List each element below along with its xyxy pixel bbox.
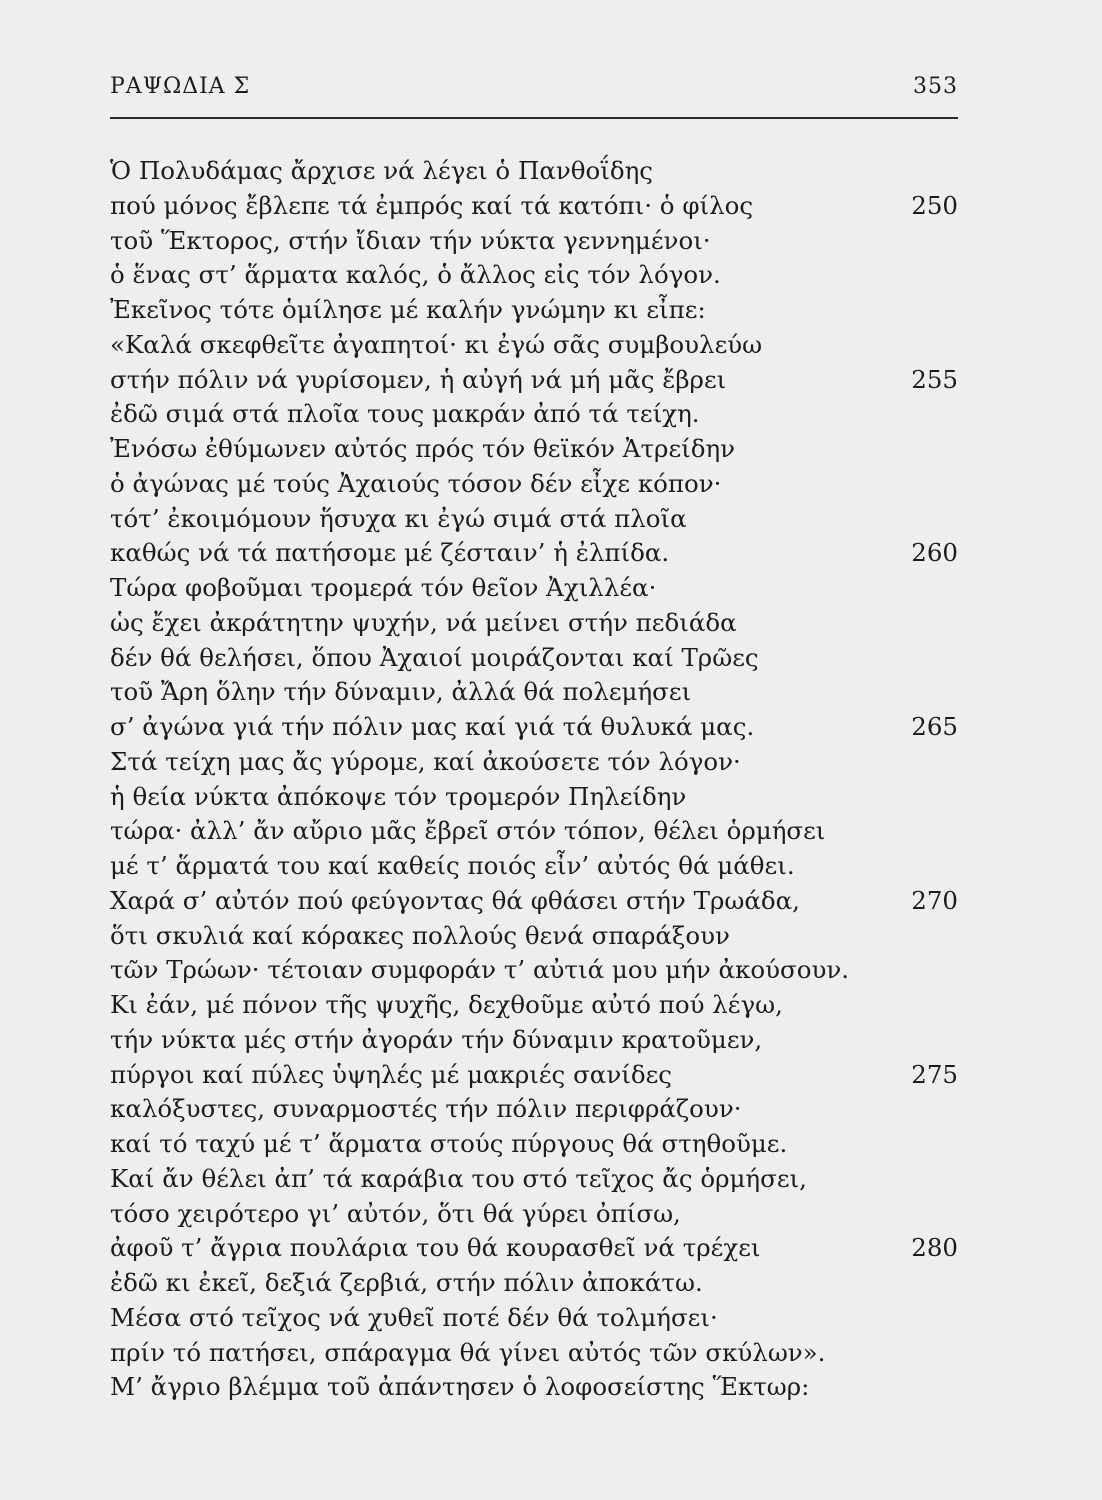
verse-text: πού μόνος ἔβλεπε τά ἐμπρός καί τά κατόπι· ὁ φίλος [110, 190, 754, 220]
verse-text: ἡ θεία νύκτα ἀπόκοψε τόν τρομερόν Πηλείδην [110, 781, 687, 811]
verse-line [110, 467, 958, 501]
line-number: 260 [911, 538, 958, 568]
verse-text: «Καλά σκεφθεῖτε ἀγαπητοί· κι ἐγώ σᾶς συμβουλεύω [110, 329, 763, 359]
verse-line [110, 780, 958, 814]
verse-text: Τώρα φοβοῦμαι τρομερά τόν θεῖον Ἀχιλλέα· [110, 573, 657, 602]
verse-line [110, 1023, 958, 1057]
verse-text: ἐδῶ κι ἐκεῖ, δεξιά ζερβιά, στήν πόλιν ἀποκάτω. [110, 1268, 703, 1297]
verse-line [110, 571, 958, 605]
verse-line [110, 710, 958, 744]
verse-text: μέ τ’ ἅρματά του καί καθείς ποιός εἶν’ αὐτός θά μάθει. [110, 851, 795, 880]
verse-line [110, 814, 958, 848]
verse-text: Ἐκεῖνος τότε ὁμίλησε μέ καλήν γνώμην κι εἶπε: [110, 295, 706, 324]
verse-text: ὁ ἕνας στ’ ἅρματα καλός, ὁ ἄλλος εἰς τόν λόγον. [110, 260, 721, 290]
verse-line [110, 154, 958, 188]
verse-line [110, 502, 958, 536]
verse-text: τόσο χειρότερο γι’ αὐτόν, ὅτι θά γύρει ὀπίσω, [110, 1198, 681, 1228]
verse-text: Ἐνόσω ἐθύμωνεν αὐτός πρός τόν θεϊκόν Ἀτρείδην [110, 434, 736, 463]
verse-line [110, 1266, 958, 1300]
verse-line [110, 1301, 958, 1335]
verse-line [110, 953, 958, 987]
verse-text: ἐδῶ σιμά στά πλοῖα τους μακράν ἀπό τά τείχη. [110, 399, 700, 429]
line-number: 250 [911, 190, 958, 220]
verse-line [110, 1336, 958, 1370]
line-number: 280 [911, 1233, 958, 1263]
line-number: 275 [911, 1059, 958, 1089]
verse-line [110, 884, 958, 918]
verse-text: Χαρά σ’ αὐτόν πού φεύγοντας θά φθάσει στήν Τρωάδα, [110, 885, 800, 915]
verse-text: σ’ ἀγώνα γιά τήν πόλιν μας καί γιά τά θυλυκά μας. [110, 712, 755, 741]
verse-line [110, 1127, 958, 1161]
verse-text: τῶν Τρώων· τέτοιαν συμφοράν τ’ αὐτιά μου μήν ἀκούσουν. [110, 955, 850, 985]
verse-line [110, 606, 958, 640]
verse-text: πρίν τό πατήσει, σπάραγμα θά γίνει αὐτός τῶν σκύλων». [110, 1337, 826, 1367]
verse-line [110, 1231, 958, 1265]
verse-text: ὅτι σκυλιά καί κόρακες πολλούς θενά σπαράξουν [110, 920, 730, 950]
verse-text: ὁ ἀγώνας μέ τούς Ἀχαιούς τόσον δέν εἶχε κόπον· [110, 468, 722, 498]
verse-line [110, 641, 958, 675]
verse-line [110, 1197, 958, 1231]
verse-text: Κι ἐάν, μέ πόνον τῆς ψυχῆς, δεχθοῦμε αὐτό πού λέγω, [110, 990, 783, 1019]
verse-line [110, 363, 958, 397]
verse-text: Στά τείχη μας ἄς γύρομε, καί ἀκούσετε τόν λόγον· [110, 746, 741, 776]
header-rule [110, 117, 958, 119]
verse-text: καλόξυστες, συναρμοστές τήν πόλιν περιφράζουν· [110, 1094, 742, 1124]
verse-line [110, 919, 958, 953]
running-head [110, 74, 958, 110]
verse-text: καί τό ταχύ μέ τ’ ἅρματα στούς πύργους θά στηθοῦμε. [110, 1129, 788, 1158]
line-number: 270 [911, 885, 958, 915]
verse-line [110, 1058, 958, 1092]
page-number: 353 [913, 74, 958, 99]
verse-line [110, 1370, 958, 1404]
verse-text: δέν θά θελήσει, ὅπου Ἀχαιοί μοιράζονται καί Τρῶες [110, 642, 759, 672]
verse-line [110, 432, 958, 466]
verse-line [110, 745, 958, 779]
verse-line [110, 1092, 958, 1126]
verse-line [110, 189, 958, 223]
verse-line [110, 328, 958, 362]
verse-line [110, 1162, 958, 1196]
line-number: 255 [911, 364, 958, 394]
verse-text: στήν πόλιν νά γυρίσομεν, ἡ αὐγή νά μή μᾶς ἔβρει [110, 364, 727, 394]
line-number: 265 [911, 712, 958, 741]
verse-line [110, 536, 958, 570]
verse-text: τώρα· ἀλλ’ ἄν αὔριο μᾶς ἔβρεῖ στόν τόπον, θέλει ὁρμήσει [110, 816, 826, 846]
verse-line [110, 849, 958, 883]
chapter-title: ΡΑΨΩΔΙΑ Σ [110, 74, 251, 99]
verse-text: τοῦ Ἕκτορος, στήν ἴδιαν τήν νύκτα γεννημένοι· [110, 225, 711, 255]
verse-line [110, 397, 958, 431]
verse-text: καθώς νά τά πατήσομε μέ ζέσταιν’ ἡ ἐλπίδα. [110, 538, 670, 568]
verse-text: ὡς ἔχει ἀκράτητην ψυχήν, νά μείνει στήν πεδιάδα [110, 607, 737, 637]
verse-text: Μ’ ἄγριο βλέμμα τοῦ ἀπάντησεν ὁ λοφοσείστης Ἕκτωρ: [110, 1372, 810, 1402]
verse-line [110, 293, 958, 327]
verse-line [110, 224, 958, 258]
verse-line [110, 988, 958, 1022]
verse-text: Καί ἄν θέλει ἀπ’ τά καράβια του στό τεῖχος ἄς ὁρμήσει, [110, 1163, 807, 1193]
verse-line [110, 675, 958, 709]
verse-line [110, 258, 958, 292]
verse-text: ἀφοῦ τ’ ἄγρια πουλάρια του θά κουρασθεῖ νά τρέχει [110, 1233, 761, 1263]
verse-text: πύργοι καί πύλες ὑψηλές μέ μακριές σανίδες [110, 1059, 673, 1089]
verse-text: Ὁ Πολυδάμας ἄρχισε νά λέγει ὁ Πανθοΐδης [110, 156, 654, 185]
verse-text: τήν νύκτα μές στήν ἀγοράν τήν δύναμιν κρατοῦμεν, [110, 1024, 763, 1054]
verse-text: τότ’ ἐκοιμόμουν ἥσυχα κι ἐγώ σιμά στά πλοῖα [110, 503, 687, 533]
verse-text: Μέσα στό τεῖχος νά χυθεῖ ποτέ δέν θά τολμήσει· [110, 1302, 718, 1332]
verse-text: τοῦ Ἄρη ὅλην τήν δύναμιν, ἀλλά θά πολεμήσει [110, 677, 692, 707]
